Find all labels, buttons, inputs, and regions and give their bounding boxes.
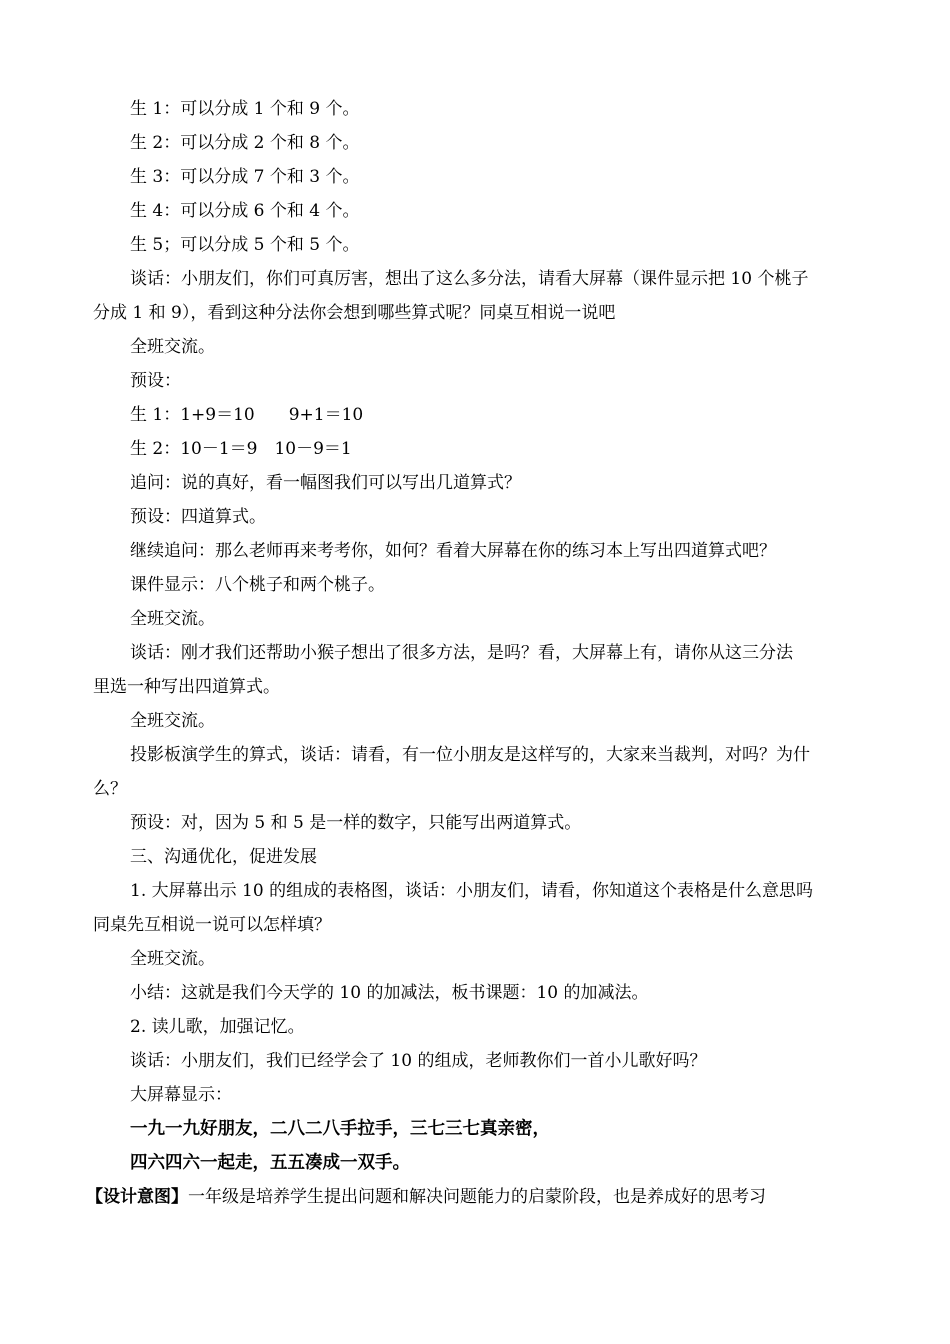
design-intent-line (86, 1180, 863, 1214)
song-line: 一九一九好朋友，二八二八手拉手，三七三七真亲密， (130, 1119, 550, 1139)
paragraph-line: 预设：对，因为 5 和 5 是一样的数字，只能写出两道算式。 (130, 813, 582, 833)
paragraph-line: 三、沟通优化，促进发展 (130, 847, 317, 867)
paragraph-line: 生 5；可以分成 5 个和 5 个。 (130, 235, 360, 255)
paragraph-line: 投影板演学生的算式，谈话：请看，有一位小朋友是这样写的，大家来当裁判，对吗？为什 (130, 745, 810, 765)
design-intent-label: 【设计意图】 (86, 1187, 188, 1207)
paragraph-line: 2. 读儿歌，加强记忆。 (130, 1017, 305, 1037)
paragraph-line: 小结：这就是我们今天学的 10 的加减法，板书课题：10 的加减法。 (130, 983, 649, 1003)
paragraph-line: 同桌先互相说一说可以怎样填？ (93, 915, 331, 935)
paragraph-line: 全班交流。 (130, 337, 215, 357)
paragraph-line: 生 1：可以分成 1 个和 9 个。 (130, 99, 360, 119)
paragraph-line: 谈话：小朋友们，我们已经学会了 10 的组成，老师教你们一首小儿歌好吗？ (130, 1051, 707, 1071)
paragraph-line: 预设： (130, 371, 181, 391)
paragraph-line: 追问：说的真好，看一幅图我们可以写出几道算式？ (130, 473, 521, 493)
paragraph-line: 谈话：刚才我们还帮助小猴子想出了很多方法，是吗？看，大屏幕上有，请你从这三分法 (130, 643, 793, 663)
paragraph-line: 大屏幕显示： (130, 1085, 232, 1105)
paragraph-line: 里选一种写出四道算式。 (93, 677, 280, 697)
paragraph-line: 生 3：可以分成 7 个和 3 个。 (130, 167, 360, 187)
document-body (86, 92, 863, 1214)
paragraph-line: 生 1：1+9＝10 9+1＝10 (130, 405, 364, 425)
paragraph-line: 么？ (93, 779, 127, 799)
paragraph-line: 继续追问：那么老师再来考考你，如何？看着大屏幕在你的练习本上写出四道算式吧？ (130, 541, 776, 561)
paragraph-line: 全班交流。 (130, 949, 215, 969)
paragraph-line: 谈话：小朋友们，你们可真厉害，想出了这么多分法，请看大屏幕（课件显示把 10 个桃子 (130, 269, 809, 289)
paragraph-line: 生 4：可以分成 6 个和 4 个。 (130, 201, 360, 221)
paragraph-line: 全班交流。 (130, 609, 215, 629)
paragraph-line: 预设：四道算式。 (130, 507, 266, 527)
paragraph-line: 课件显示：八个桃子和两个桃子。 (130, 575, 385, 595)
paragraph-line: 生 2：10－1＝9 10－9＝1 (130, 439, 352, 459)
song-line: 四六四六一起走，五五凑成一双手。 (130, 1153, 410, 1173)
paragraph-line: 1. 大屏幕出示 10 的组成的表格图，谈话：小朋友们，请看，你知道这个表格是什么意思吗 (130, 881, 814, 901)
design-intent-text: 一年级是培养学生提出问题和解决问题能力的启蒙阶段，也是养成好的思考习 (188, 1187, 766, 1207)
paragraph-line: 分成 1 和 9），看到这种分法你会想到哪些算式呢？同桌互相说一说吧 (93, 303, 616, 323)
paragraph-line: 生 2：可以分成 2 个和 8 个。 (130, 133, 360, 153)
paragraph-line: 全班交流。 (130, 711, 215, 731)
